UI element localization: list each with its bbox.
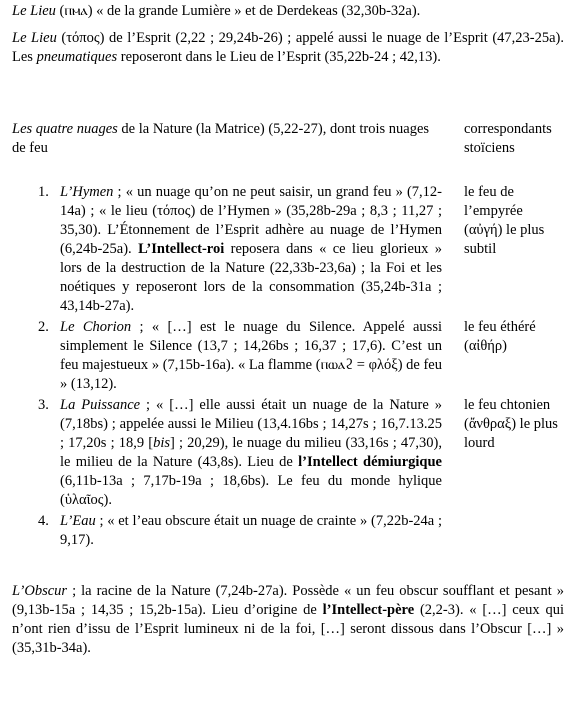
list-item-eau [12, 512, 564, 550]
list-item-puissance [12, 396, 564, 510]
term-quatre-nuages: Les quatre nuages [12, 121, 118, 137]
nuages-list [12, 183, 564, 550]
item-number: 4. [38, 513, 49, 529]
section-heading [12, 120, 442, 158]
column-heading-stoiciens: correspondants stoïciens [464, 121, 552, 156]
term-le-lieu: Le Lieu [12, 30, 57, 46]
term-bis: bis [153, 435, 170, 451]
item-correspondance: le feu chtonien (ἄνθραξ) le plus lourd [464, 397, 558, 451]
paragraph-obscur [12, 582, 564, 658]
term-chorion: Le Chorion [60, 319, 132, 335]
item-text [60, 512, 442, 550]
item-correspondance: le feu éthéré (αἰθήρ) [464, 319, 536, 354]
list-item-hymen [12, 183, 564, 316]
list-item-chorion [12, 318, 564, 394]
paragraph-text: ; la racine de la Nature (7,24b-27a). Possède « un feu obscur soufflant et pesant » (9,13b-15a ; 14,35 ; 15,2b-15a). Lieu d’origine de [12, 583, 564, 618]
item-text-part: ; « un nuage qu’on ne peut saisir, un grand feu » (7,12-14a) ; « le lieu (τόπος) de l’Hymen » (35,28b-29a ; 8,3 ; 11,27 ; 35,30). L’Étonnement de l’Esprit adhère au nuage de l’Hymen (6,24b-25a). [60, 184, 442, 257]
paragraph-lieu-lumiere [12, 2, 564, 21]
item-text [60, 183, 442, 316]
paragraph-text: (ⲡⲙⲁ) « de la grande Lumière » et de Derdekeas (32,30b-32a). [55, 3, 421, 19]
item-text-part: ; « et l’eau obscure était un nuage de crainte » (7,22b-24a ; 9,17). [60, 513, 442, 548]
item-correspondance: le feu de l’empyrée (αὐγή) le plus subtil [464, 184, 545, 257]
term-intellect-demiurgique: l’Intellect démiurgique [298, 454, 442, 470]
paragraph-text: (2,2-3). « […] ceux qui n’ont rien d’issu de l’Esprit lumineux ni de la foi, […] seront dissous dans l’Obscur […] » (35,31b-34a). [12, 602, 564, 656]
paragraph-text: (τόπος) de l’Esprit (2,22 ; 29,24b-26) ; appelé aussi le nuage de l’Esprit (47,23-25a). Les [12, 30, 564, 65]
paragraph-lieu-esprit [12, 29, 564, 67]
item-text-part: ; « […] est le nuage du Silence. Appelé aussi simplement le Silence (13,7 ; 14,26bs ; 16,37 ; 17,6). C’est un feu majestueux » (7,15b-16a). « La flamme (ⲡⲱⲁϩ = φλόξ) de feu » (13,12). [60, 319, 443, 392]
item-text-part: reposera dans « ce lieu glorieux » lors de la destruction de la Nature (22,33b-23,6a) ; la Foi et les noétiques y reposeront lors de la consommation (35,24b-31a ; 43,14b-27a). [60, 241, 443, 314]
item-number: 3. [38, 397, 49, 413]
term-intellect-roi: L’Intellect-roi [138, 241, 225, 257]
item-number: 1. [38, 184, 49, 200]
item-text [60, 396, 442, 510]
item-text-part: (6,11b-13a ; 7,17b-19a ; 18,6bs). Le feu du monde hylique (ὑλαῖος). [60, 473, 442, 508]
term-eau: L’Eau [60, 513, 96, 529]
term-obscur: L’Obscur [12, 583, 68, 599]
term-hymen: L’Hymen [60, 184, 114, 200]
term-intellect-pere: l’Intellect-père [322, 602, 415, 618]
term-pneumatiques: pneumatiques [36, 49, 118, 65]
term-le-lieu: Le Lieu [12, 3, 56, 19]
term-puissance: La Puissance [60, 397, 141, 413]
item-number: 2. [38, 319, 49, 335]
item-text-part: ] ; 20,29), le nuage du milieu (33,16s ; 47,30), le milieu de la Nature (43,8s). Lieu de [60, 435, 442, 470]
paragraph-text: reposeront dans le Lieu de l’Esprit (35,22b-24 ; 42,13). [117, 49, 441, 65]
item-text-part: ; « […] elle aussi était un nuage de la Nature » (7,18bs) ; appelée aussi le Milieu (13,4.16bs ; 14,27s ; 16,7.13.25 ; 17,20s ; 18,9 [ [60, 397, 442, 451]
heading-text: de la Nature (la Matrice) (5,22-27), dont trois nuages de feu [12, 121, 430, 156]
item-text [60, 318, 442, 394]
